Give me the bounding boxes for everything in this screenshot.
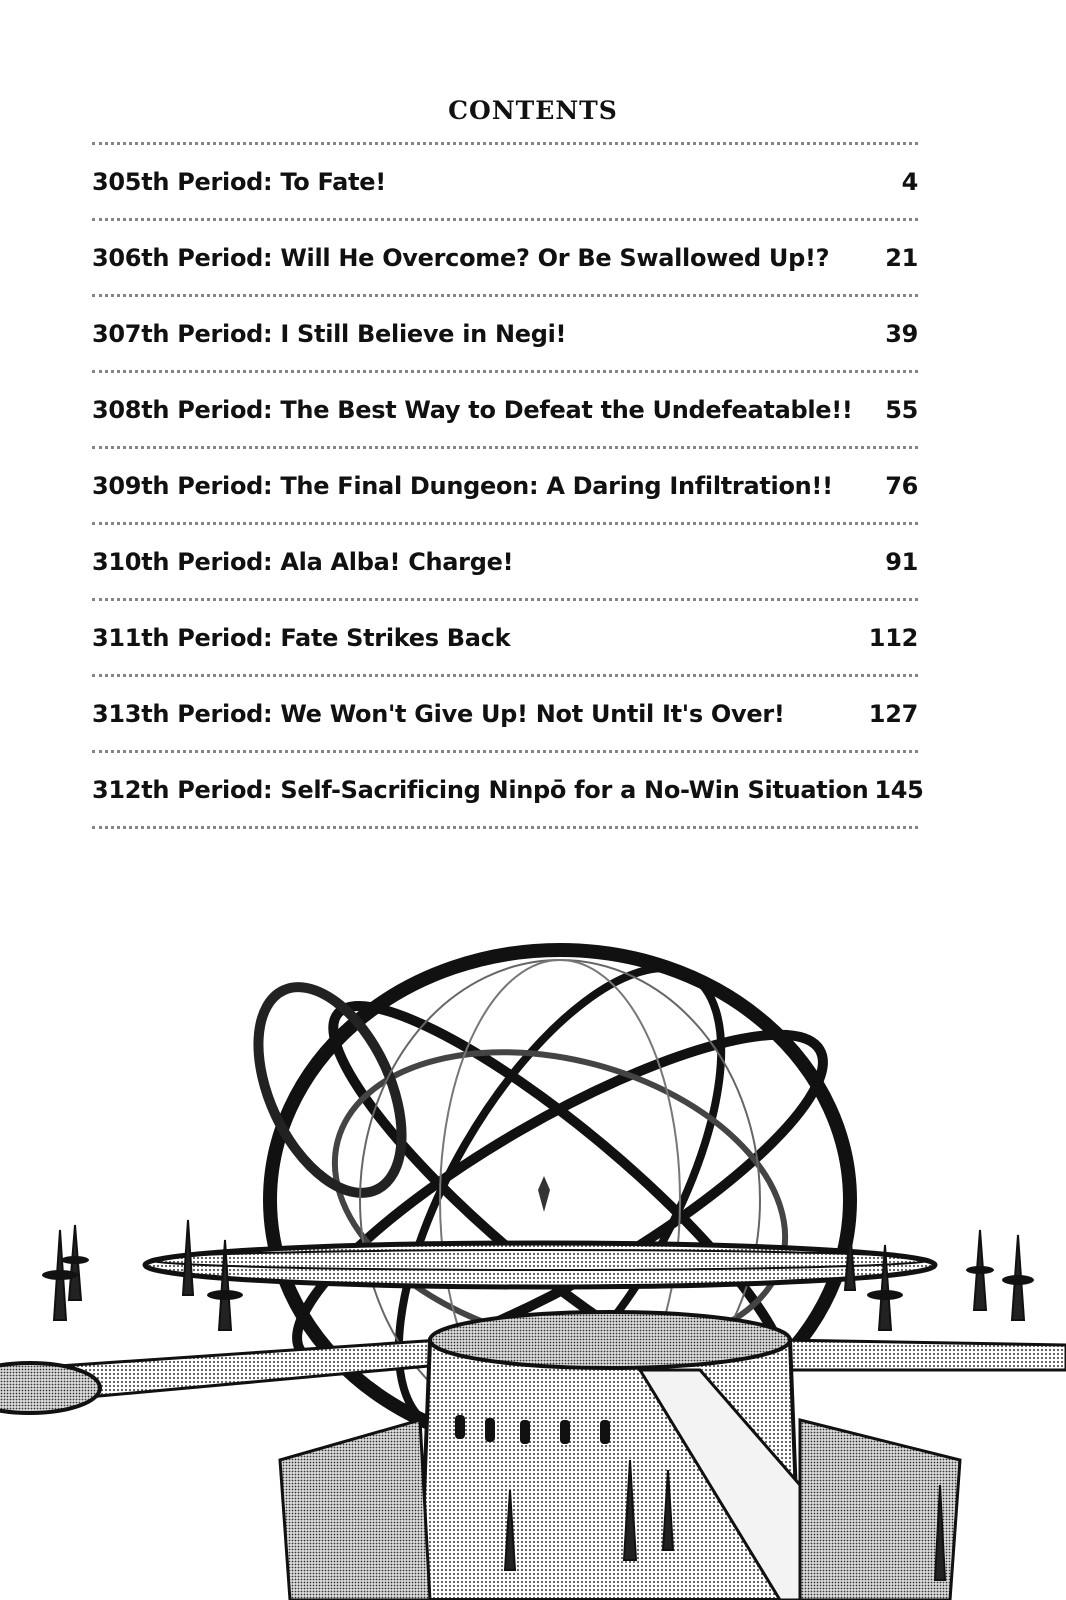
toc-entry[interactable]	[92, 221, 918, 294]
divider	[92, 218, 918, 221]
chapter-title: 313th Period: We Won't Give Up! Not Until It's Over!	[92, 699, 785, 728]
toc-entry[interactable]	[92, 525, 918, 598]
toc-entry[interactable]	[92, 601, 918, 674]
page-number: 55	[885, 395, 918, 424]
table-of-contents	[92, 142, 924, 829]
divider	[92, 522, 918, 525]
toc-entry[interactable]	[92, 373, 918, 446]
chapter-title: 307th Period: I Still Believe in Negi!	[92, 319, 567, 348]
divider	[92, 446, 918, 449]
toc-entry[interactable]	[92, 145, 918, 218]
chapter-title: 312th Period: Self-Sacrificing Ninpō for a No-Win Situation	[92, 775, 869, 804]
chapter-title: 306th Period: Will He Overcome? Or Be Swallowed Up!?	[92, 243, 830, 272]
page-number: 21	[885, 243, 918, 272]
divider	[92, 826, 918, 829]
toc-entry[interactable]	[92, 297, 918, 370]
divider	[92, 294, 918, 297]
page-number: 4	[901, 167, 918, 196]
toc-entry[interactable]	[92, 677, 918, 750]
chapter-title: 310th Period: Ala Alba! Charge!	[92, 547, 514, 576]
chapter-title: 309th Period: The Final Dungeon: A Daring Infiltration!!	[92, 471, 833, 500]
divider	[92, 370, 918, 373]
page-number: 145	[874, 775, 924, 804]
toc-entry[interactable]	[92, 753, 924, 826]
divider	[92, 598, 918, 601]
chapter-title: 308th Period: The Best Way to Defeat the Undefeatable!!	[92, 395, 853, 424]
page-number: 127	[868, 699, 918, 728]
page-number: 76	[885, 471, 918, 500]
page-number: 39	[885, 319, 918, 348]
chapter-title: 311th Period: Fate Strikes Back	[92, 623, 511, 652]
divider	[92, 750, 918, 753]
divider	[92, 674, 918, 677]
page-number: 112	[868, 623, 918, 652]
page-title: CONTENTS	[448, 96, 618, 125]
armillary-fortress-illustration	[0, 900, 1066, 1600]
divider	[92, 142, 918, 145]
chapter-title: 305th Period: To Fate!	[92, 167, 386, 196]
page-number: 91	[885, 547, 918, 576]
toc-entry[interactable]	[92, 449, 918, 522]
